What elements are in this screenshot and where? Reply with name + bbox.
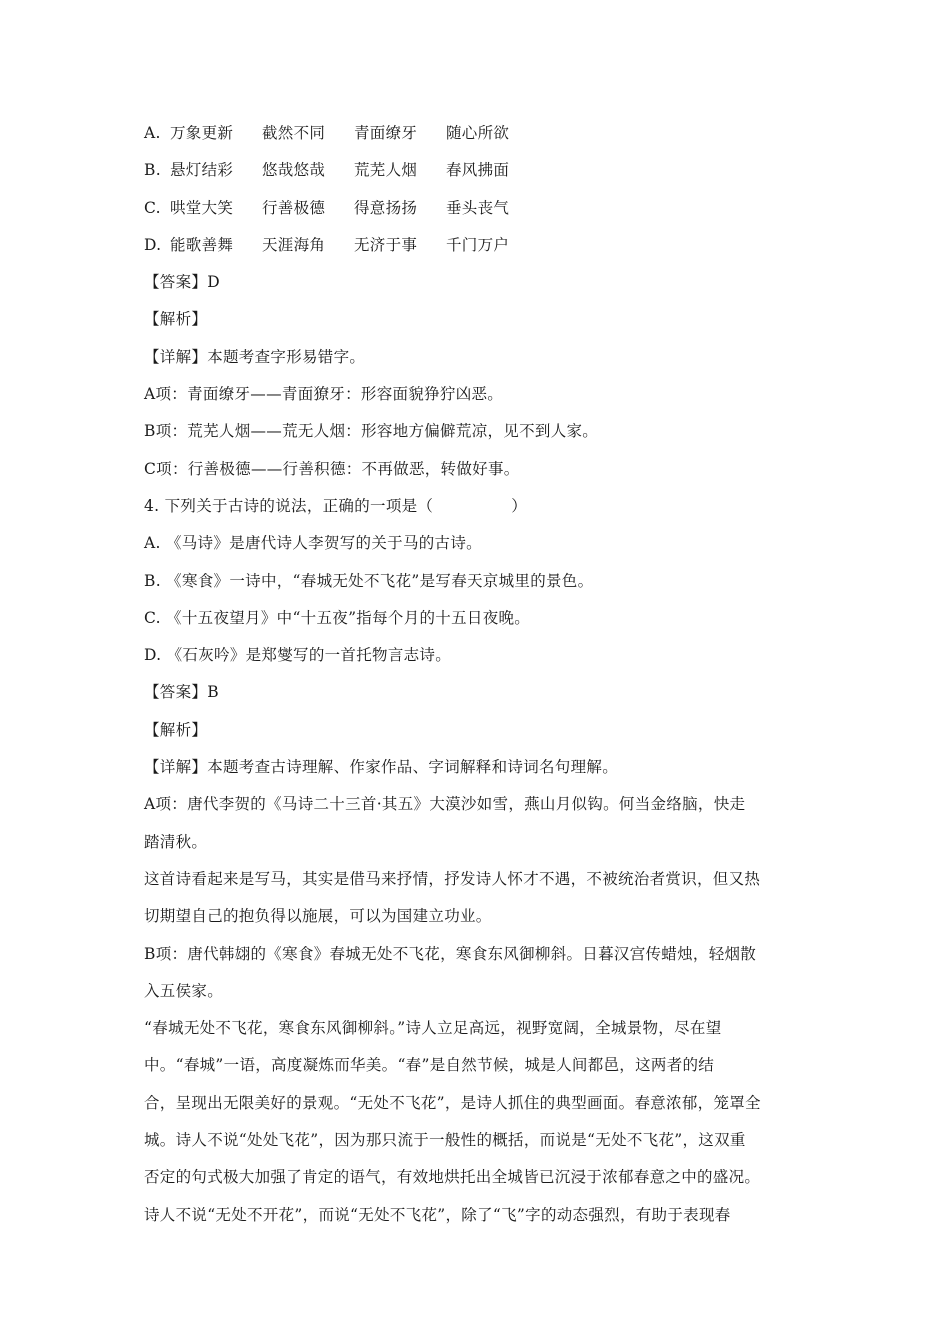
q3-detail-line: C项：行善极德——行善积德：不再做恶，转做好事。 [144, 459, 520, 478]
q4-detail-line: 否定的句式极大加强了肯定的语气，有效地烘托出全城皆已沉浸于浓郁春意之中的盛况。 [144, 1168, 761, 1187]
q4-option-d: D. 《石灰吟》是郑燮写的一首托物言志诗。 [144, 646, 452, 665]
q4-detail-line: 入五侯家。 [144, 981, 224, 1000]
q4-stem-close: ） [511, 496, 528, 515]
q4-detail-line: 这首诗看起来是写马，其实是借马来抒情，抒发诗人怀才不遇，不被统治者赏识，但又热 [144, 869, 761, 888]
q4-detail-line: 切期望自己的抱负得以施展，可以为国建立功业。 [144, 907, 492, 926]
option-word: 随心所欲 [446, 124, 510, 142]
q4-detail-line: 合，呈现出无限美好的景观。“无处不飞花”，是诗人抓住的典型画面。春意浓郁，笼罩全 [144, 1093, 761, 1112]
q4-stem-text: 4. 下列关于古诗的说法，正确的一项是（ [144, 496, 434, 515]
q3-detail-line: 【详解】本题考查字形易错字。 [144, 347, 366, 366]
option-word: 截然不同 [262, 124, 326, 142]
option-word: 春风拂面 [446, 161, 510, 180]
option-label: A. [144, 124, 161, 142]
q3-detail-line: B项：荒芜人烟——荒无人烟：形容地方偏僻荒凉，见不到人家。 [144, 422, 599, 441]
q3-option-d [144, 230, 809, 267]
option-word: 悬灯结彩 [170, 161, 234, 180]
option-word: 悠哉悠哉 [262, 161, 326, 180]
option-label: C. [144, 198, 161, 217]
q3-detail-line: A项：青面缭牙——青面獠牙：形容面貌狰狞凶恶。 [144, 385, 504, 404]
option-word: 荒芜人烟 [354, 161, 418, 180]
document-content [144, 118, 809, 1237]
q4-detail-line: 踏清秋。 [144, 832, 208, 851]
option-word: 行善极德 [262, 198, 326, 217]
q4-detail-line: 城。诗人不说“处处飞花”，因为那只流于一般性的概括，而说是“无处不飞花”，这双重 [144, 1131, 746, 1150]
q4-detail-line: 诗人不说“无处不开花”，而说“无处不飞花”，除了“飞”字的动态强烈，有助于表现春 [144, 1205, 731, 1224]
q3-option-b [144, 155, 809, 192]
option-word: 哄堂大笑 [170, 198, 234, 217]
option-word: 垂头丧气 [446, 198, 510, 217]
option-word: 无济于事 [354, 235, 418, 254]
q3-answer: 【答案】D [144, 273, 220, 292]
q3-analysis-heading: 【解析】 [144, 310, 208, 329]
q3-option-a [144, 118, 809, 155]
option-label: B. [144, 161, 161, 180]
option-word: 能歌善舞 [170, 235, 234, 254]
q4-option-a: A. 《马诗》是唐代诗人李贺写的关于马的古诗。 [144, 534, 482, 553]
q4-detail-line: 【详解】本题考查古诗理解、作家作品、字词解释和诗词名句理解。 [144, 758, 619, 777]
q4-option-b: B. 《寒食》一诗中，“春城无处不飞花”是写春天京城里的景色。 [144, 571, 594, 590]
q4-option-c: C. 《十五夜望月》中“十五夜”指每个月的十五日夜晚。 [144, 608, 531, 627]
q4-analysis-heading: 【解析】 [144, 720, 208, 739]
option-word: 青面缭牙 [354, 124, 418, 142]
q3-option-c [144, 193, 809, 230]
option-word: 得意扬扬 [354, 198, 418, 217]
option-word: 天涯海角 [262, 235, 326, 254]
q4-answer: 【答案】B [144, 683, 219, 702]
option-word: 千门万户 [446, 235, 510, 254]
q4-stem [144, 491, 809, 528]
q4-detail-line: “春城无处不飞花，寒食东风御柳斜。”诗人立足高远，视野宽阔，全城景物，尽在望 [144, 1019, 722, 1038]
option-word: 万象更新 [170, 124, 234, 142]
option-label: D. [144, 235, 162, 254]
q4-detail-line: A项：唐代李贺的《马诗二十三首·其五》大漠沙如雪，燕山月似钩。何当金络脑，快走 [144, 795, 746, 814]
q4-detail-line: B项：唐代韩翃的《寒食》春城无处不飞花，寒食东风御柳斜。日暮汉宫传蜡烛，轻烟散 [144, 944, 757, 963]
q4-detail-line: 中。“春城”一语，高度凝炼而华美。“春”是自然节候，城是人间都邑，这两者的结 [144, 1056, 715, 1075]
